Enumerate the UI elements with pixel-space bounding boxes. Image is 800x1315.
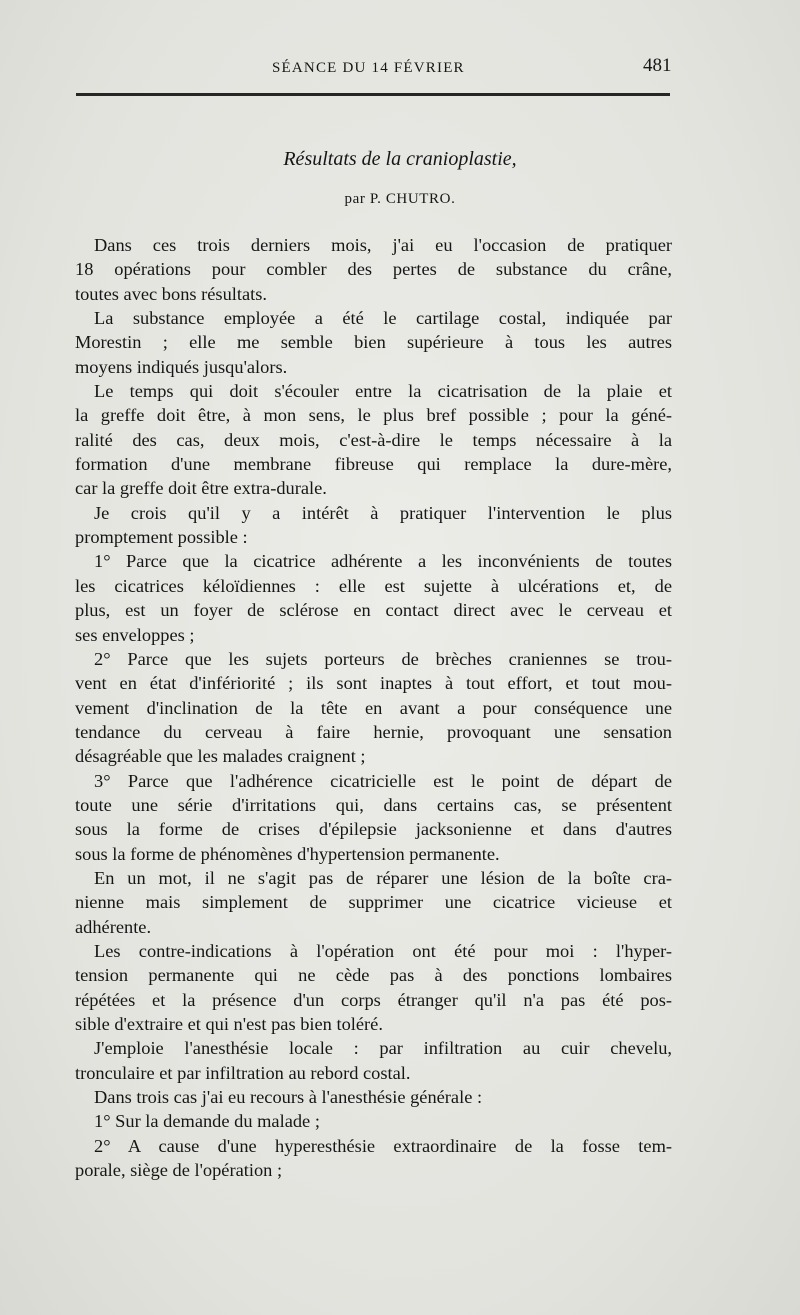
text-line: les cicatrices kéloïdiennes : elle est sujette à ulcérations et, de	[75, 575, 672, 596]
text-line: En un mot, il ne s'agit pas de réparer une lésion de la boîte cra-	[94, 867, 672, 888]
text-line: vent en état d'infériorité ; ils sont inaptes à tout effort, et tout mou-	[75, 673, 672, 694]
text-line: porale, siège de l'opération ;	[75, 1160, 283, 1181]
text-line: J'emploie l'anesthésie locale : par infiltration au cuir chevelu,	[94, 1038, 672, 1059]
text-line: formation d'une membrane fibreuse qui remplace la dure-mère,	[75, 454, 672, 475]
text-line: 18 opérations pour combler des pertes de substance du crâne,	[75, 259, 672, 280]
text-line: Les contre-indications à l'opération ont été pour moi : l'hyper-	[94, 940, 672, 961]
text-line: la greffe doit être, à mon sens, le plus bref possible ; pour la géné-	[75, 405, 672, 426]
text-line: nienne mais simplement de supprimer une cicatrice vicieuse et	[75, 892, 672, 913]
text-line: moyens indiqués jusqu'alors.	[75, 356, 288, 377]
text-line: 2° Parce que les sujets porteurs de brèches craniennes se trou-	[94, 648, 672, 669]
text-line: tendance du cerveau à faire hernie, provoquant une sensation	[75, 721, 672, 742]
text-line: plus, est un foyer de sclérose en contact direct avec le cerveau et	[75, 600, 672, 621]
text-line: ralité des cas, deux mois, c'est-à-dire le temps nécessaire à la	[75, 429, 672, 450]
text-line: Dans trois cas j'ai eu recours à l'anesthésie générale :	[94, 1087, 483, 1108]
text-line: sous la forme de phénomènes d'hypertension permanente.	[75, 843, 500, 864]
text-line: adhérente.	[75, 916, 152, 937]
article-byline: par P. CHUTRO.	[344, 191, 456, 207]
text-line: Je crois qu'il y a intérêt à pratiquer l'intervention le plus	[94, 502, 672, 523]
text-line: 1° Parce que la cicatrice adhérente a les inconvénients de toutes	[94, 551, 672, 572]
text-line: toute une série d'irritations qui, dans certains cas, se présentent	[75, 794, 672, 815]
page-number: 481	[643, 55, 672, 76]
text-line: tension permanente qui ne cède pas à des ponctions lombaires	[75, 965, 672, 986]
text-line: désagréable que les malades craignent ;	[75, 746, 366, 767]
header-rule	[76, 93, 670, 96]
text-line: Le temps qui doit s'écouler entre la cicatrisation de la plaie et	[94, 381, 672, 402]
text-line: répétées et la présence d'un corps étranger qu'il n'a pas été pos-	[75, 989, 672, 1010]
running-header: SÉANCE DU 14 FÉVRIER	[272, 60, 465, 76]
text-line: 1° Sur la demande du malade ;	[94, 1111, 320, 1132]
text-line: vement d'inclination de la tête en avant a pour conséquence une	[75, 697, 672, 718]
text-line: car la greffe doit être extra-durale.	[75, 478, 327, 499]
text-line: 2° A cause d'une hyperesthésie extraordinaire de la fosse tem-	[94, 1135, 672, 1156]
text-line: ses enveloppes ;	[75, 624, 195, 645]
body-text	[75, 233, 672, 1182]
text-line: 3° Parce que l'adhérence cicatricielle est le point de départ de	[94, 770, 672, 791]
text-line: Dans ces trois derniers mois, j'ai eu l'occasion de pratiquer	[94, 235, 672, 255]
text-line: promptement possible :	[75, 527, 248, 548]
text-line: sous la forme de crises d'épilepsie jacksonienne et dans d'autres	[75, 819, 672, 840]
text-line: sible d'extraire et qui n'est pas bien toléré.	[75, 1014, 383, 1034]
text-line: tronculaire et par infiltration au rebord costal.	[75, 1062, 411, 1083]
text-line: La substance employée a été le cartilage costal, indiquée par	[94, 308, 672, 329]
text-line: toutes avec bons résultats.	[75, 283, 268, 304]
text-line: Morestin ; elle me semble bien supérieure à tous les autres	[75, 332, 672, 353]
article-title: Résultats de la cranioplastie,	[283, 148, 517, 170]
